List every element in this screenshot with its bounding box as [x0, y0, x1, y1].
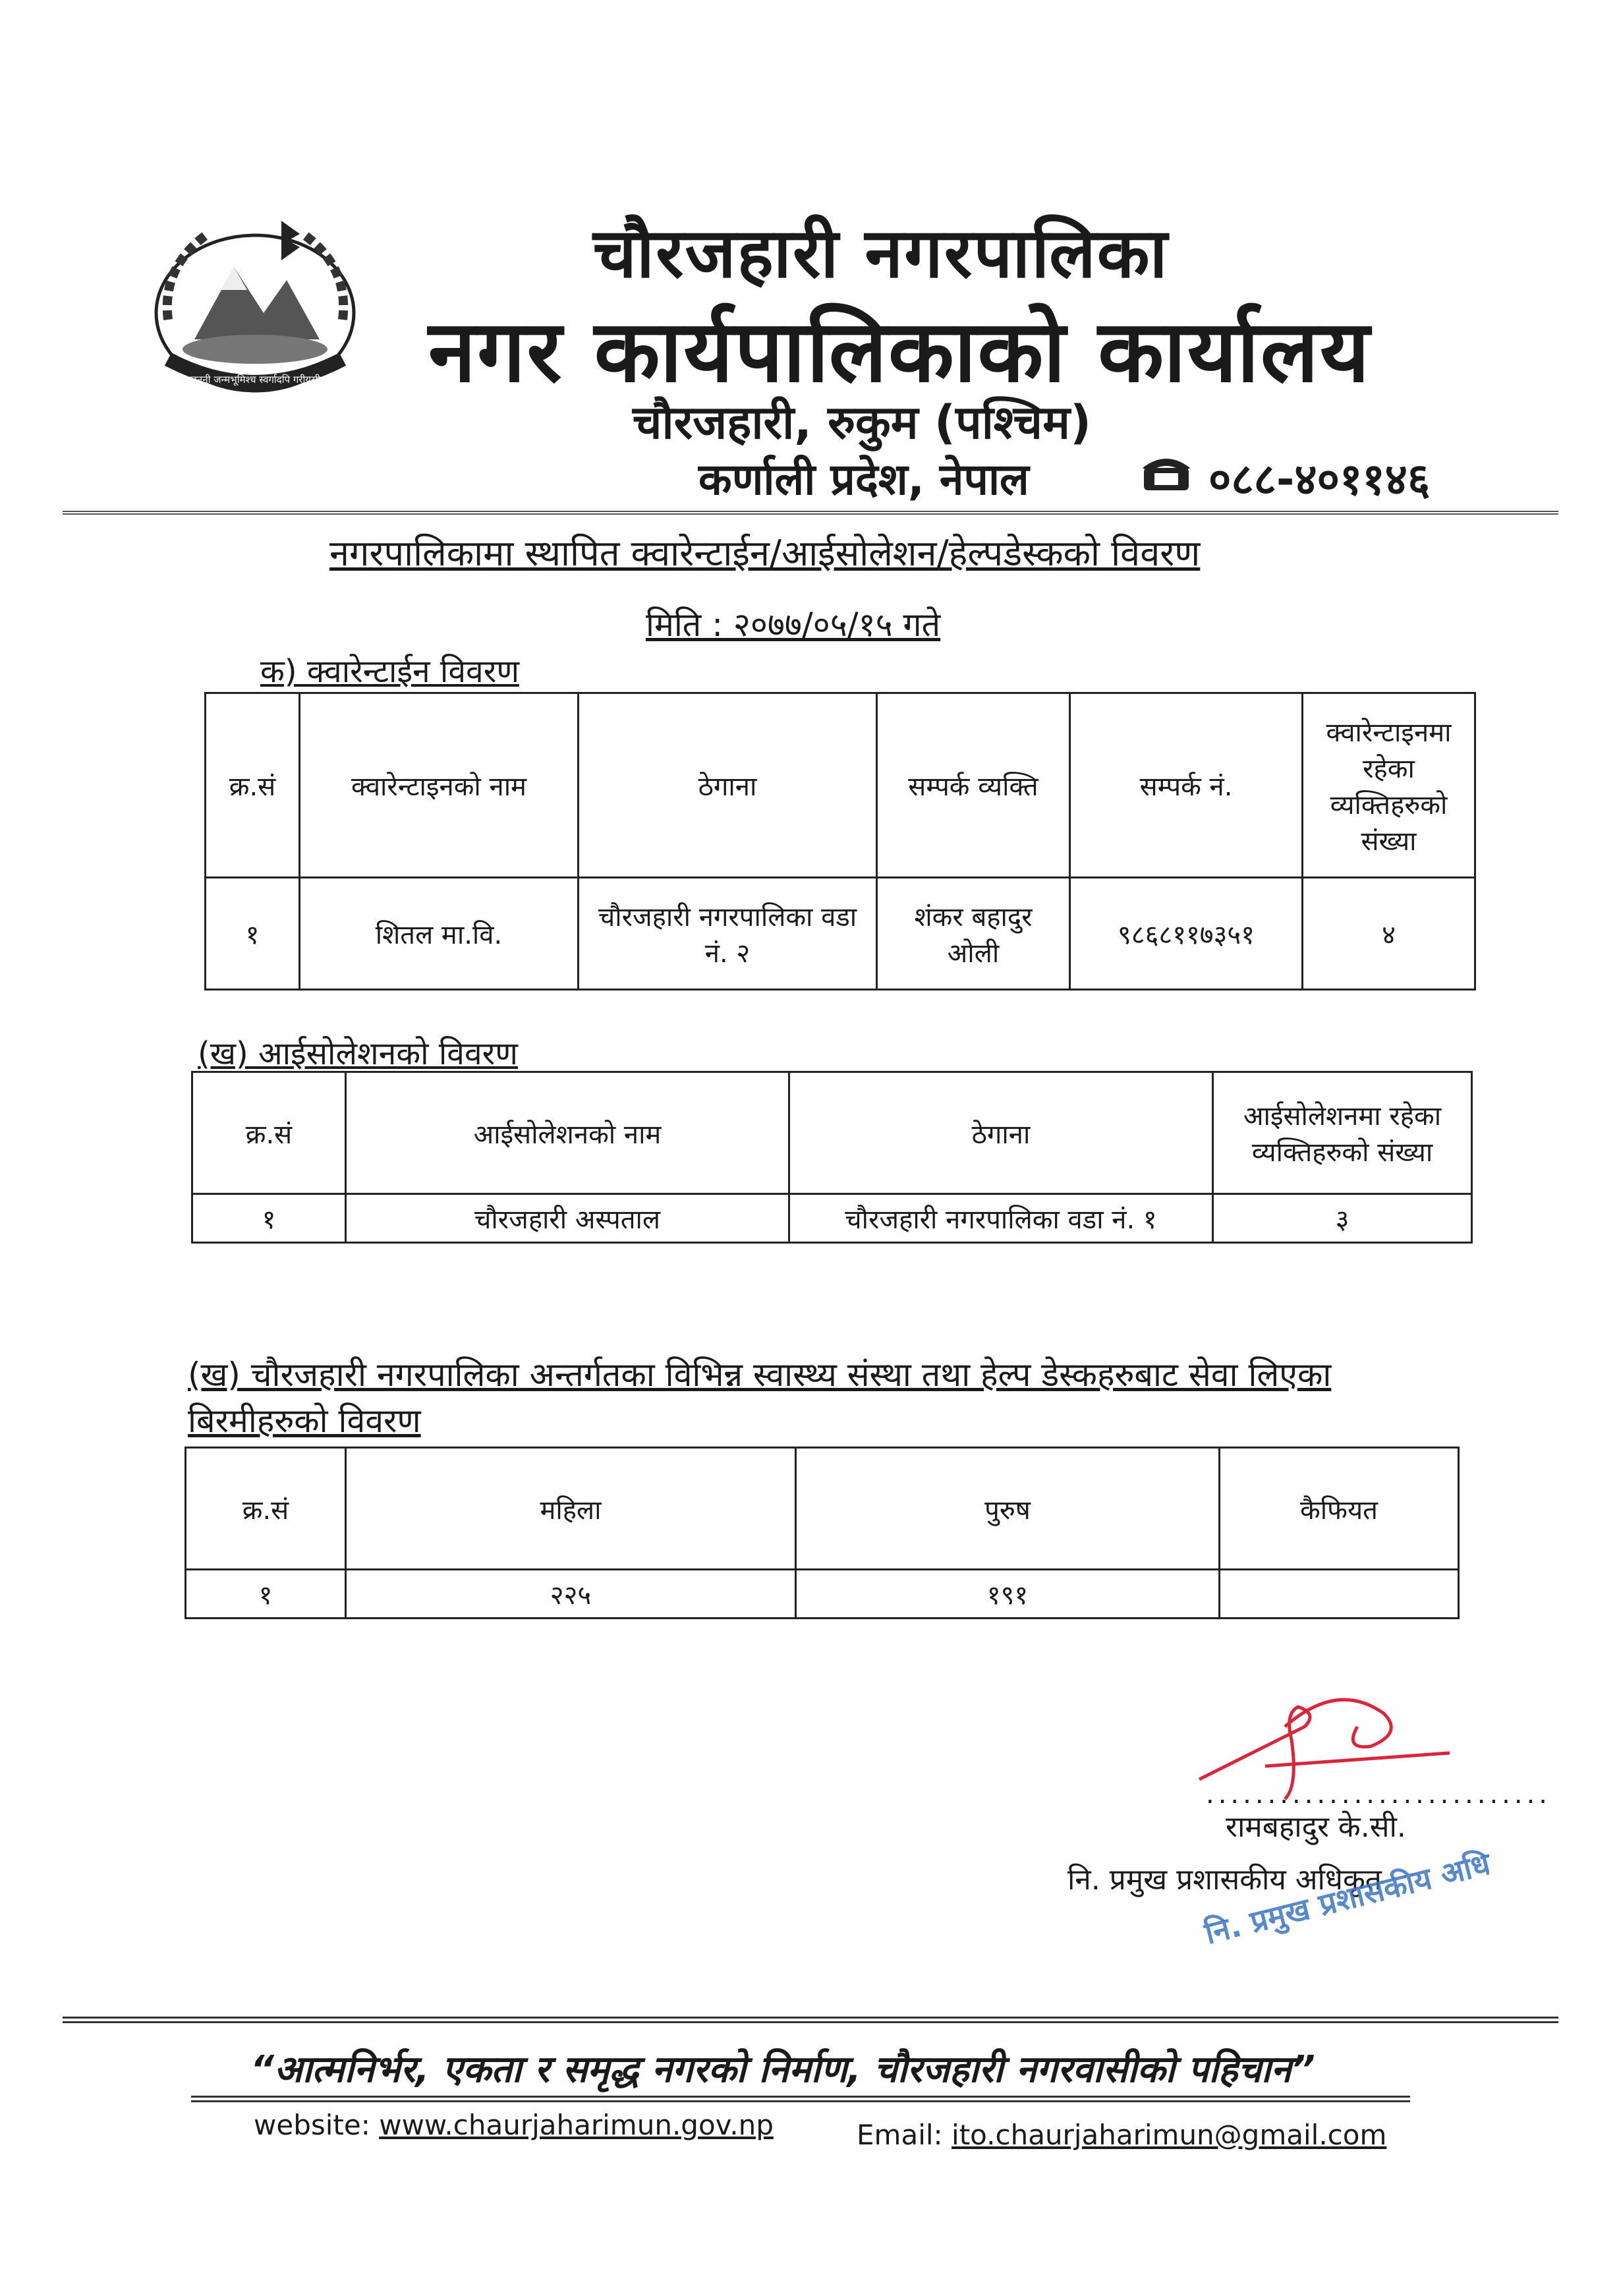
phone-number-text: ०८८-४०११४६ [1208, 454, 1431, 505]
col-header: ठेगाना [579, 693, 877, 878]
table-header-row [192, 1072, 1472, 1194]
province-line: कर्णाली प्रदेश, नेपाल [698, 454, 1029, 505]
cell: चौरजहारी नगरपालिका वडा नं. २ [579, 878, 877, 990]
col-header: क्वारेन्टाइनमा रहेका व्यक्तिहरुको संख्या [1303, 693, 1475, 878]
col-header: कैफियत [1220, 1448, 1459, 1570]
email-label: Email: [857, 2119, 943, 2151]
cell: १९१ [796, 1570, 1220, 1619]
col-header: सम्पर्क नं. [1070, 693, 1303, 878]
office-name: नगर कार्यपालिकाको कार्यालय [428, 301, 1371, 401]
telephone-icon [1140, 453, 1193, 503]
signatory-post: नि. प्रमुख प्रशासकीय अधिकृत [1067, 1863, 1382, 1897]
cell: ४ [1303, 878, 1475, 990]
col-header: पुरुष [796, 1448, 1220, 1570]
footer-divider-bottom [191, 2096, 1410, 2102]
nepal-emblem-icon [142, 208, 369, 399]
cell: १ [206, 878, 300, 990]
address-line: चौरजहारी, रुकुम (पश्चिम) [633, 395, 1091, 449]
website-link[interactable]: www.chaurjaharimun.gov.np [379, 2109, 774, 2141]
col-header: क्वारेन्टाइनको नाम [300, 693, 579, 878]
cell: १ [186, 1570, 346, 1619]
website-label: website: [254, 2109, 370, 2141]
col-header: क्र.सं [206, 693, 300, 878]
col-header: आईसोलेशनको नाम [346, 1072, 789, 1194]
cell: शंकर बहादुर ओली [877, 878, 1070, 990]
col-header: महिला [346, 1448, 796, 1570]
email-line [857, 2119, 1386, 2151]
isolation-table [191, 1071, 1473, 1244]
table-header-row [206, 693, 1475, 878]
table-row [192, 1194, 1472, 1243]
patients-table [185, 1447, 1460, 1619]
website-line [254, 2109, 774, 2141]
document-date: मिति : २०७७/०५/१५ गते [646, 606, 941, 644]
cell: १ [192, 1194, 346, 1243]
signature-line: ............................ [1206, 1779, 1552, 1810]
table-header-row [186, 1448, 1459, 1570]
quarantine-table [204, 692, 1476, 990]
municipality-name: चौरजहारी नगरपालिका [593, 213, 1169, 293]
cell: ९८६८११७३५१ [1070, 878, 1303, 990]
table-row [206, 878, 1475, 990]
cell: शितल मा.वि. [300, 878, 579, 990]
col-header: सम्पर्क व्यक्ति [877, 693, 1070, 878]
col-header: क्र.सं [186, 1448, 346, 1570]
phone-number [1140, 448, 1430, 507]
stamp-text: नि. प्रमुख प्रशासकीय अधिकृत [1201, 1835, 1489, 1951]
cell: ३ [1213, 1194, 1472, 1243]
document-title: नगरपालिकामा स्थापित क्वारेन्टाईन/आईसोलेशन/हेल्पडेस्कको विवरण [329, 532, 1201, 574]
patients-heading-line2: बिरमीहरुको विवरण [188, 1402, 421, 1440]
emblem-caption: जननी जन्मभूमिश्च स्वर्गादपि गरीयसी [189, 374, 321, 386]
header-divider [63, 511, 1558, 515]
official-stamp-icon [1179, 1779, 1489, 1951]
col-header: ठेगाना [789, 1072, 1213, 1194]
municipality-motto: “आत्मनिर्भर, एकता र समृद्ध नगरको निर्माण, चौरजहारी नगरवासीको पहिचान” [250, 2048, 1315, 2091]
footer-divider-top [63, 2017, 1558, 2023]
isolation-heading: (ख) आईसोलेशनको विवरण [198, 1035, 519, 1072]
table-row [186, 1570, 1459, 1619]
signatory-name: रामबहादुर के.सी. [1226, 1810, 1406, 1844]
quarantine-heading: क) क्वारेन्टाईन विवरण [260, 653, 520, 690]
patients-heading-line1: (ख) चौरजहारी नगरपालिका अन्तर्गतका विभिन्न स्वास्थ्य संस्था तथा हेल्प डेस्कहरुबाट सेवा लिएका [188, 1356, 1332, 1394]
col-header: आईसोलेशनमा रहेका व्यक्तिहरुको संख्या [1213, 1072, 1472, 1194]
col-header: क्र.सं [192, 1072, 346, 1194]
cell: चौरजहारी नगरपालिका वडा नं. १ [789, 1194, 1213, 1243]
email-link[interactable]: ito.chaurjaharimun@gmail.com [952, 2119, 1387, 2151]
cell: चौरजहारी अस्पताल [346, 1194, 789, 1243]
cell: २२५ [346, 1570, 796, 1619]
cell [1220, 1570, 1459, 1619]
